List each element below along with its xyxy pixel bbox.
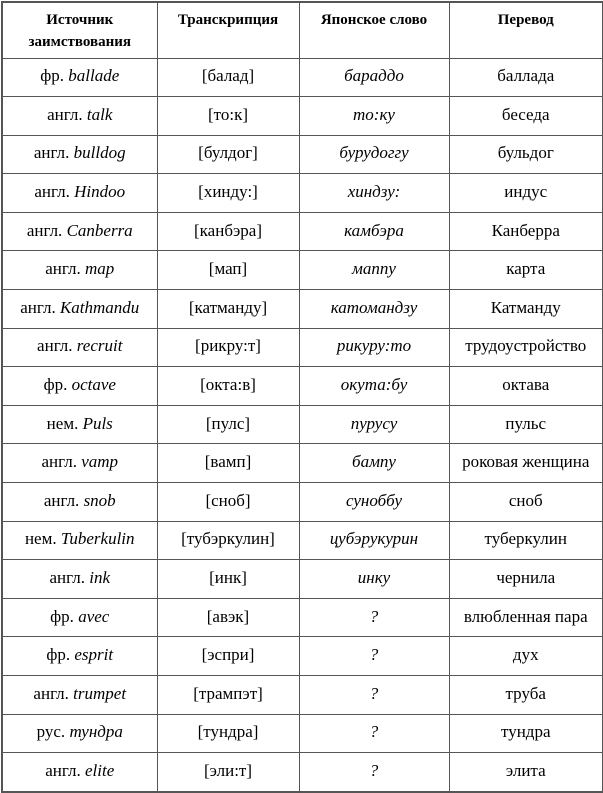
transcription-cell: [эли:т] (157, 753, 299, 792)
source-word: ballade (68, 66, 120, 86)
source-language: англ. (33, 143, 70, 163)
source-cell (2, 251, 157, 290)
source-word: Kathmandu (59, 297, 140, 317)
source-word: Hindoo (74, 182, 126, 202)
table-row (2, 367, 603, 406)
japanese-word-cell: окута:бу (299, 367, 449, 406)
table-row (2, 212, 603, 251)
source-word: тундра (69, 722, 123, 742)
source-word: talk (86, 104, 113, 124)
transcription-cell: [пулс] (157, 405, 299, 444)
translation-cell: Катманду (449, 290, 603, 329)
japanese-word-cell: ? (299, 598, 449, 637)
table-row (2, 97, 603, 136)
translation-cell: элита (449, 753, 603, 792)
japanese-word-cell: то:ку (299, 97, 449, 136)
source-language: нем. (46, 413, 79, 433)
transcription-cell: [вамп] (157, 444, 299, 483)
source-cell (2, 328, 157, 367)
translation-cell: карта (449, 251, 603, 290)
source-cell (2, 444, 157, 483)
table-row (2, 58, 603, 97)
source-word: snob (83, 490, 116, 510)
japanese-word-cell: пурусу (299, 405, 449, 444)
japanese-word-cell: рикуру:то (299, 328, 449, 367)
source-language: англ. (20, 297, 56, 317)
translation-cell: туберкулин (449, 521, 603, 560)
source-language: англ. (41, 452, 77, 472)
source-language: англ. (26, 220, 63, 240)
table-row (2, 405, 603, 444)
transcription-cell: [инк] (157, 560, 299, 599)
source-cell (2, 58, 157, 97)
table-row (2, 560, 603, 599)
table-body (2, 58, 603, 792)
source-cell (2, 637, 157, 676)
table-row (2, 521, 603, 560)
japanese-word-cell: ? (299, 637, 449, 676)
japanese-word-cell: бурудоггу (299, 135, 449, 174)
japanese-word-cell: бампу (299, 444, 449, 483)
header-source: Источник заимствования (2, 2, 157, 58)
source-cell (2, 212, 157, 251)
japanese-word-cell: цубэрукурин (299, 521, 449, 560)
source-word: bulldog (73, 143, 126, 163)
translation-cell: чернила (449, 560, 603, 599)
japanese-word-cell: камбэра (299, 212, 449, 251)
table-row (2, 444, 603, 483)
transcription-cell: [рикру:т] (157, 328, 299, 367)
japanese-word-cell: ? (299, 714, 449, 753)
source-word: recruit (76, 336, 123, 356)
source-word: trumpet (73, 683, 127, 703)
source-word: map (84, 259, 115, 279)
translation-cell: индус (449, 174, 603, 213)
source-cell (2, 97, 157, 136)
table-row (2, 637, 603, 676)
source-language: англ. (37, 336, 73, 356)
translation-cell: тундра (449, 714, 603, 753)
source-word: ink (89, 568, 111, 588)
header-translation: Перевод (449, 2, 603, 58)
source-word: avec (78, 606, 110, 626)
table-row (2, 290, 603, 329)
source-cell (2, 367, 157, 406)
source-word: Tuberkulin (60, 529, 135, 549)
transcription-cell: [булдог] (157, 135, 299, 174)
source-word: esprit (74, 645, 114, 665)
header-japanese-word: Японское слово (299, 2, 449, 58)
table-row (2, 753, 603, 792)
table-row (2, 483, 603, 522)
transcription-cell: [то:к] (157, 97, 299, 136)
table-row (2, 714, 603, 753)
source-language: англ. (43, 490, 80, 510)
table-row (2, 174, 603, 213)
translation-cell: Канберра (449, 212, 603, 251)
source-language: англ. (34, 182, 70, 202)
source-language: англ. (45, 259, 81, 279)
source-language: фр. (40, 66, 64, 86)
source-language: нем. (24, 529, 57, 549)
source-language: англ. (45, 760, 81, 780)
source-cell (2, 290, 157, 329)
translation-cell: бульдог (449, 135, 603, 174)
source-language: англ. (33, 683, 69, 703)
source-cell (2, 483, 157, 522)
transcription-cell: [эспри] (157, 637, 299, 676)
transcription-cell: [трампэт] (157, 676, 299, 715)
table-row (2, 676, 603, 715)
japanese-word-cell: маппу (299, 251, 449, 290)
source-word: vamp (81, 452, 119, 472)
source-cell (2, 560, 157, 599)
table-row (2, 135, 603, 174)
source-language: англ. (47, 104, 83, 124)
source-word: Puls (82, 413, 113, 433)
japanese-word-cell: ? (299, 753, 449, 792)
source-language: рус. (36, 722, 66, 742)
table-row (2, 598, 603, 637)
japanese-word-cell: суноббу (299, 483, 449, 522)
source-cell (2, 521, 157, 560)
header-row (2, 2, 603, 58)
loanword-table (1, 1, 603, 793)
source-cell (2, 714, 157, 753)
transcription-cell: [хинду:] (157, 174, 299, 213)
source-cell (2, 598, 157, 637)
japanese-word-cell: катомандзу (299, 290, 449, 329)
transcription-cell: [катманду] (157, 290, 299, 329)
translation-cell: сноб (449, 483, 603, 522)
japanese-word-cell: ? (299, 676, 449, 715)
translation-cell: баллада (449, 58, 603, 97)
transcription-cell: [мап] (157, 251, 299, 290)
transcription-cell: [канбэра] (157, 212, 299, 251)
translation-cell: труба (449, 676, 603, 715)
source-language: англ. (49, 568, 85, 588)
source-word: elite (84, 760, 115, 780)
source-cell (2, 174, 157, 213)
source-cell (2, 405, 157, 444)
transcription-cell: [сноб] (157, 483, 299, 522)
transcription-cell: [тубэркулин] (157, 521, 299, 560)
source-word: Canberra (66, 220, 133, 240)
translation-cell: беседа (449, 97, 603, 136)
translation-cell: дух (449, 637, 603, 676)
table-row (2, 251, 603, 290)
translation-cell: роковая женщина (449, 444, 603, 483)
source-cell (2, 676, 157, 715)
transcription-cell: [балад] (157, 58, 299, 97)
japanese-word-cell: хиндзу: (299, 174, 449, 213)
transcription-cell: [тундра] (157, 714, 299, 753)
transcription-cell: [авэк] (157, 598, 299, 637)
transcription-cell: [окта:в] (157, 367, 299, 406)
source-language: фр. (50, 606, 74, 626)
japanese-word-cell: инку (299, 560, 449, 599)
translation-cell: октава (449, 367, 603, 406)
translation-cell: трудоустройство (449, 328, 603, 367)
source-language: фр. (46, 645, 71, 665)
table-row (2, 328, 603, 367)
source-language: фр. (43, 375, 68, 395)
japanese-word-cell: бараддо (299, 58, 449, 97)
source-cell (2, 753, 157, 792)
header-transcription: Транскрипция (157, 2, 299, 58)
translation-cell: пульс (449, 405, 603, 444)
source-cell (2, 135, 157, 174)
translation-cell: влюбленная пара (449, 598, 603, 637)
source-word: octave (71, 375, 116, 395)
